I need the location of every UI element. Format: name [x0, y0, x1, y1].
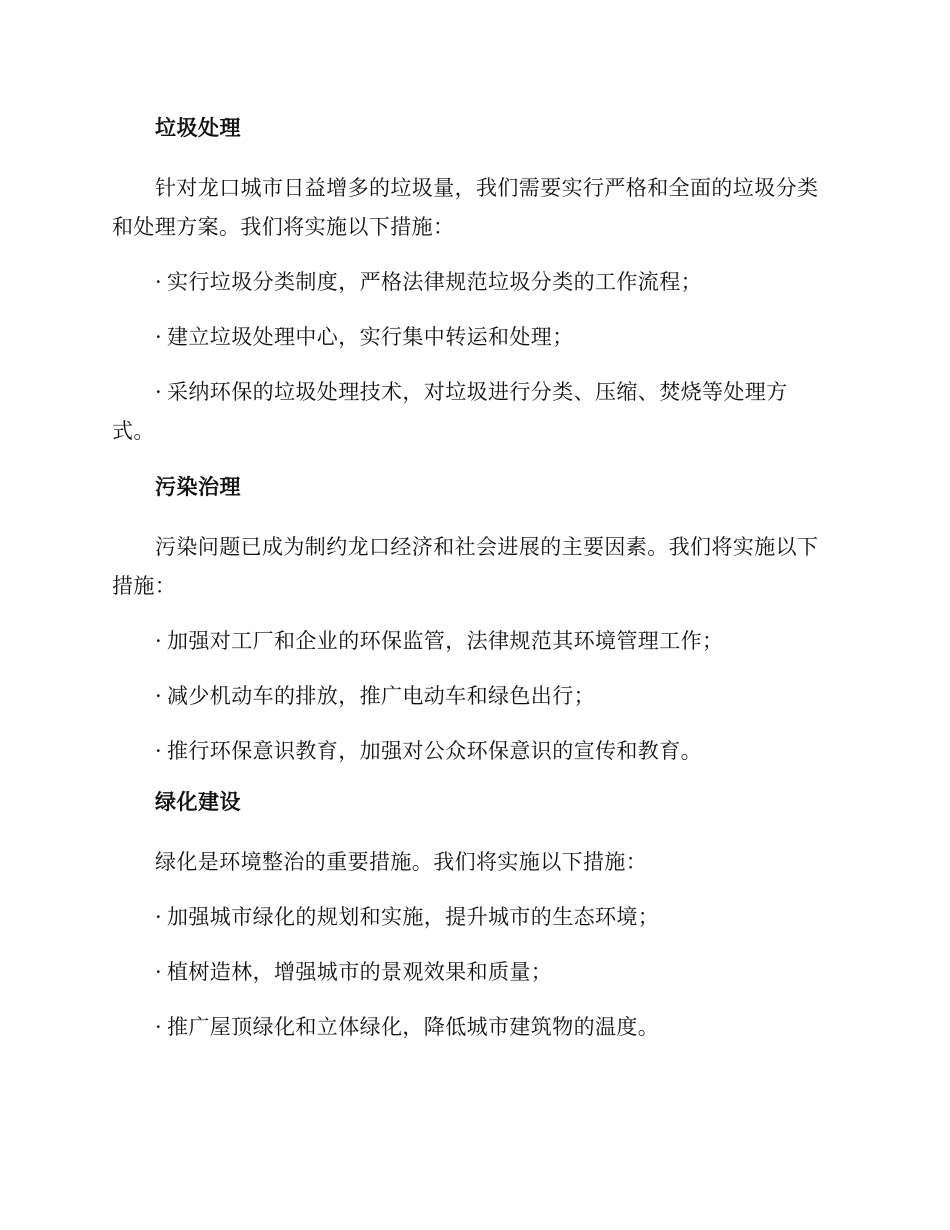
- list-item-text: 采纳环保的垃圾处理技术，对垃圾进行分类、压缩、焚烧等处理方式。: [112, 380, 788, 443]
- section-garbage: [112, 114, 838, 451]
- list-item-text: 植树造林，增强城市的景观效果和质量；: [167, 960, 553, 984]
- bullet-icon: ·: [155, 325, 163, 349]
- bullet-icon: ·: [155, 270, 163, 294]
- list-item-text: 减少机动车的排放，推广电动车和绿色出行；: [167, 684, 595, 708]
- list-item: [112, 318, 838, 357]
- bullet-icon: ·: [155, 629, 163, 653]
- section-heading: 污染治理: [155, 474, 241, 499]
- list-item-text: 建立垃圾处理中心，实行集中转运和处理；: [167, 325, 574, 349]
- list-item: [112, 898, 838, 937]
- list-item-text: 加强对工厂和企业的环保监管，法律规范其环境管理工作；: [167, 629, 724, 653]
- bullet-icon: ·: [155, 739, 163, 763]
- bullet-icon: ·: [155, 1015, 163, 1039]
- section-intro: 污染问题已成为制约龙口经济和社会进展的主要因素。我们将实施以下措施：: [112, 535, 819, 598]
- list-item-text: 实行垃圾分类制度，严格法律规范垃圾分类的工作流程；: [167, 270, 702, 294]
- section-heading: 垃圾处理: [155, 115, 241, 140]
- bullet-icon: ·: [155, 380, 163, 404]
- section-greening: [112, 788, 838, 1047]
- list-item: [112, 373, 838, 451]
- section-intro: 绿化是环境整治的重要措施。我们将实施以下措施：: [155, 850, 648, 874]
- list-item: [112, 622, 838, 661]
- section-pollution: [112, 473, 838, 771]
- list-item-text: 加强城市绿化的规划和实施，提升城市的生态环境；: [167, 905, 660, 929]
- list-item: [112, 263, 838, 302]
- bullet-icon: ·: [155, 905, 163, 929]
- list-item-text: 推行环保意识教育，加强对公众环保意识的宣传和教育。: [167, 739, 702, 763]
- list-item-text: 推广屋顶绿化和立体绿化，降低城市建筑物的温度。: [167, 1015, 660, 1039]
- list-item: [112, 732, 838, 771]
- bullet-icon: ·: [155, 960, 163, 984]
- section-heading: 绿化建设: [155, 789, 241, 814]
- bullet-icon: ·: [155, 684, 163, 708]
- section-intro: 针对龙口城市日益增多的垃圾量，我们需要实行严格和全面的垃圾分类和处理方案。我们将实施以下措施：: [112, 176, 819, 239]
- list-item: [112, 677, 838, 716]
- list-item: [112, 953, 838, 992]
- list-item: [112, 1008, 838, 1047]
